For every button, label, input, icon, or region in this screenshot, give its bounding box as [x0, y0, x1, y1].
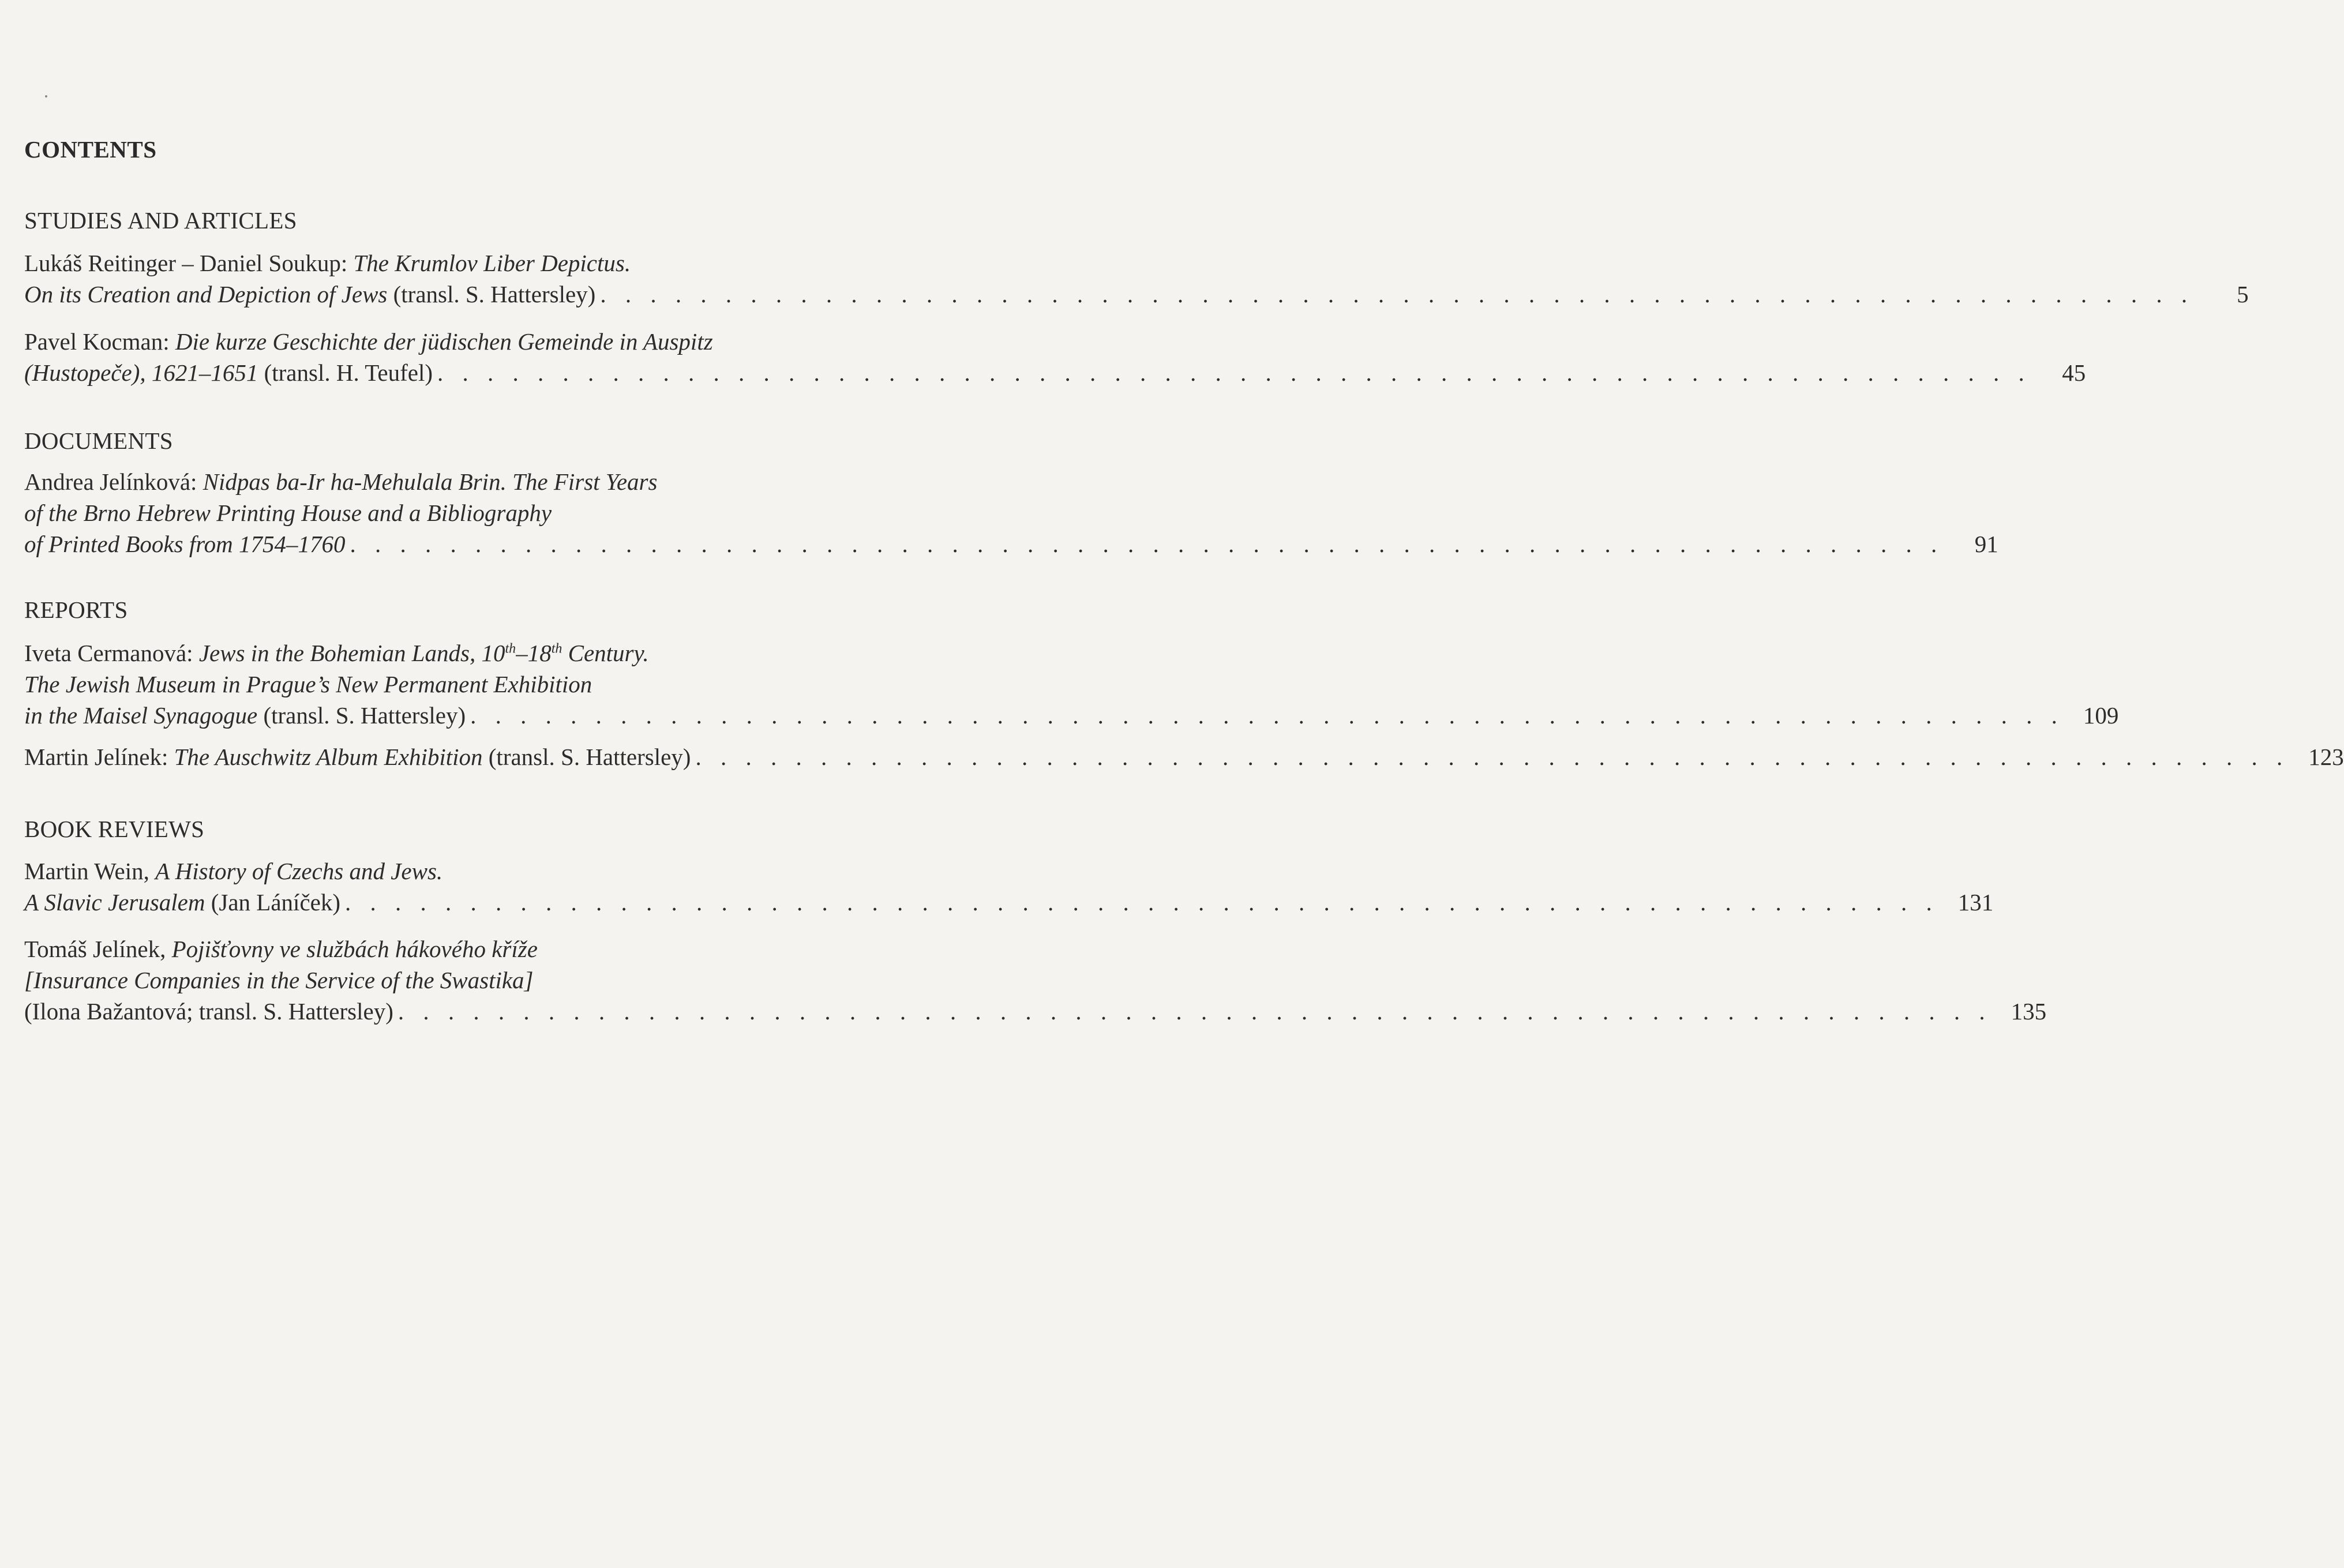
- entry-title: The Auschwitz Album Exhibition: [174, 744, 483, 770]
- entry-title: On its Creation and Depiction of Jews: [24, 281, 388, 307]
- section-heading-reports: REPORTS: [24, 597, 128, 623]
- toc-entry-jelinek-martin[interactable]: [24, 741, 2344, 772]
- paper-speck: [45, 95, 47, 97]
- page-number: 123: [2308, 744, 2344, 770]
- entry-author: Tomáš Jelínek,: [24, 936, 172, 962]
- entry-line: [24, 996, 2047, 1027]
- entry-title: The Jewish Museum in Prague’s New Permanent Exhibition: [24, 671, 592, 697]
- entry-title: Century.: [562, 640, 649, 666]
- entry-title: of Printed Books from 1754–1760: [24, 531, 346, 557]
- leader-dots: . . . . . . . . . . . . . . . . . . . . . . . . . . . . . . . . . . . . . . . . . . . . . . . . . . . . . . . . . . . . . . . .: [437, 359, 2031, 386]
- leader-dots: . . . . . . . . . . . . . . . . . . . . . . . . . . . . . . . . . . . . . . . . . . . . . . . . . . . . . . . . . . . . . . . .: [470, 702, 2064, 729]
- entry-translator: (transl. H. Teufel): [258, 359, 433, 386]
- toc-entry-jelinek-tomas[interactable]: [24, 933, 2047, 1027]
- page-number: 135: [2011, 998, 2047, 1025]
- entry-line: [24, 247, 878, 279]
- entry-line: [24, 466, 878, 497]
- entry-title: –18: [516, 640, 552, 666]
- entry-title: [Insurance Companies in the Service of the Swastika]: [24, 967, 534, 993]
- page-number: 109: [2083, 702, 2119, 729]
- entry-author: Andrea Jelínková:: [24, 468, 203, 495]
- entry-reviewer: (Ilona Bažantová; transl. S. Hattersley): [24, 998, 393, 1025]
- entry-author: Pavel Kocman:: [24, 328, 175, 355]
- leader-dots: . . . . . . . . . . . . . . . . . . . . . . . . . . . . . . . . . . . . . . . . . . . . . . . . . . . . . . . . . . . . . . . .: [600, 281, 2194, 307]
- entry-title: The Krumlov Liber Depictus.: [353, 250, 631, 276]
- toc-entry-kocman[interactable]: [24, 326, 2086, 388]
- entry-line: [24, 497, 878, 528]
- entry-translator: (transl. S. Hattersley): [257, 702, 466, 729]
- entry-author: Iveta Cermanová:: [24, 640, 199, 666]
- toc-entry-reitinger-soukup[interactable]: [24, 247, 2249, 310]
- entry-line: [24, 326, 878, 357]
- superscript: th: [505, 641, 516, 657]
- leader-dots: . . . . . . . . . . . . . . . . . . . . . . . . . . . . . . . . . . . . . . . . . . . . . . . . . . . . . . . . . . . . . . . .: [695, 744, 2289, 770]
- entry-title: Die kurze Geschichte der jüdischen Gemeinde in Auspitz: [175, 328, 713, 355]
- page-title: CONTENTS: [24, 136, 157, 163]
- entry-line: [24, 741, 2344, 772]
- page-number: 45: [2062, 359, 2086, 386]
- superscript: th: [551, 641, 562, 657]
- entry-author: Martin Wein,: [24, 858, 156, 884]
- leader-dots: . . . . . . . . . . . . . . . . . . . . . . . . . . . . . . . . . . . . . . . . . . . . . . . . . . . . . . . . . . . . . . . .: [345, 889, 1939, 916]
- entry-title: A Slavic Jerusalem: [24, 889, 205, 916]
- page-number: 5: [2237, 281, 2249, 307]
- entry-line: [24, 528, 1998, 560]
- leader-dots: . . . . . . . . . . . . . . . . . . . . . . . . . . . . . . . . . . . . . . . . . . . . . . . . . . . . . . . . . . . . . . . .: [350, 531, 1944, 557]
- entry-line: [24, 700, 2119, 731]
- entry-line: [24, 357, 2086, 388]
- toc-entry-wein[interactable]: [24, 856, 1994, 918]
- section-heading-studies: STUDIES AND ARTICLES: [24, 207, 297, 234]
- entry-translator: (transl. S. Hattersley): [482, 744, 691, 770]
- page-number: 91: [1974, 531, 1998, 557]
- entry-title: in the Maisel Synagogue: [24, 702, 258, 729]
- toc-entry-jelinkova[interactable]: [24, 466, 1998, 560]
- entry-line: [24, 856, 878, 887]
- page-number: 131: [1957, 889, 1994, 916]
- entry-title: (Hustopeče), 1621–1651: [24, 359, 258, 386]
- toc-entry-cermanova[interactable]: [24, 637, 2119, 731]
- entry-line: [24, 669, 878, 700]
- entry-line: [24, 887, 1994, 918]
- section-heading-book-reviews: BOOK REVIEWS: [24, 816, 205, 842]
- entry-translator: (transl. S. Hattersley): [387, 281, 596, 307]
- entry-title: Pojišťovny ve službách hákového kříže: [171, 936, 538, 962]
- entry-reviewer: (Jan Láníček): [205, 889, 340, 916]
- leader-dots: . . . . . . . . . . . . . . . . . . . . . . . . . . . . . . . . . . . . . . . . . . . . . . . . . . . . . . . . . . . . . . . .: [397, 998, 1992, 1025]
- entry-line: [24, 933, 878, 965]
- entry-title: of the Brno Hebrew Printing House and a Bibliography: [24, 500, 552, 526]
- section-heading-documents: DOCUMENTS: [24, 427, 173, 454]
- entry-line: [24, 637, 878, 669]
- entry-title: Jews in the Bohemian Lands, 10: [198, 640, 505, 666]
- entry-line: [24, 279, 2249, 310]
- entry-author: Lukáš Reitinger – Daniel Soukup:: [24, 250, 354, 276]
- entry-author: Martin Jelínek:: [24, 744, 174, 770]
- entry-line: [24, 965, 878, 996]
- entry-title: Nidpas ba-Ir ha-Mehulala Brin. The First Years: [202, 468, 658, 495]
- entry-title: A History of Czechs and Jews.: [155, 858, 443, 884]
